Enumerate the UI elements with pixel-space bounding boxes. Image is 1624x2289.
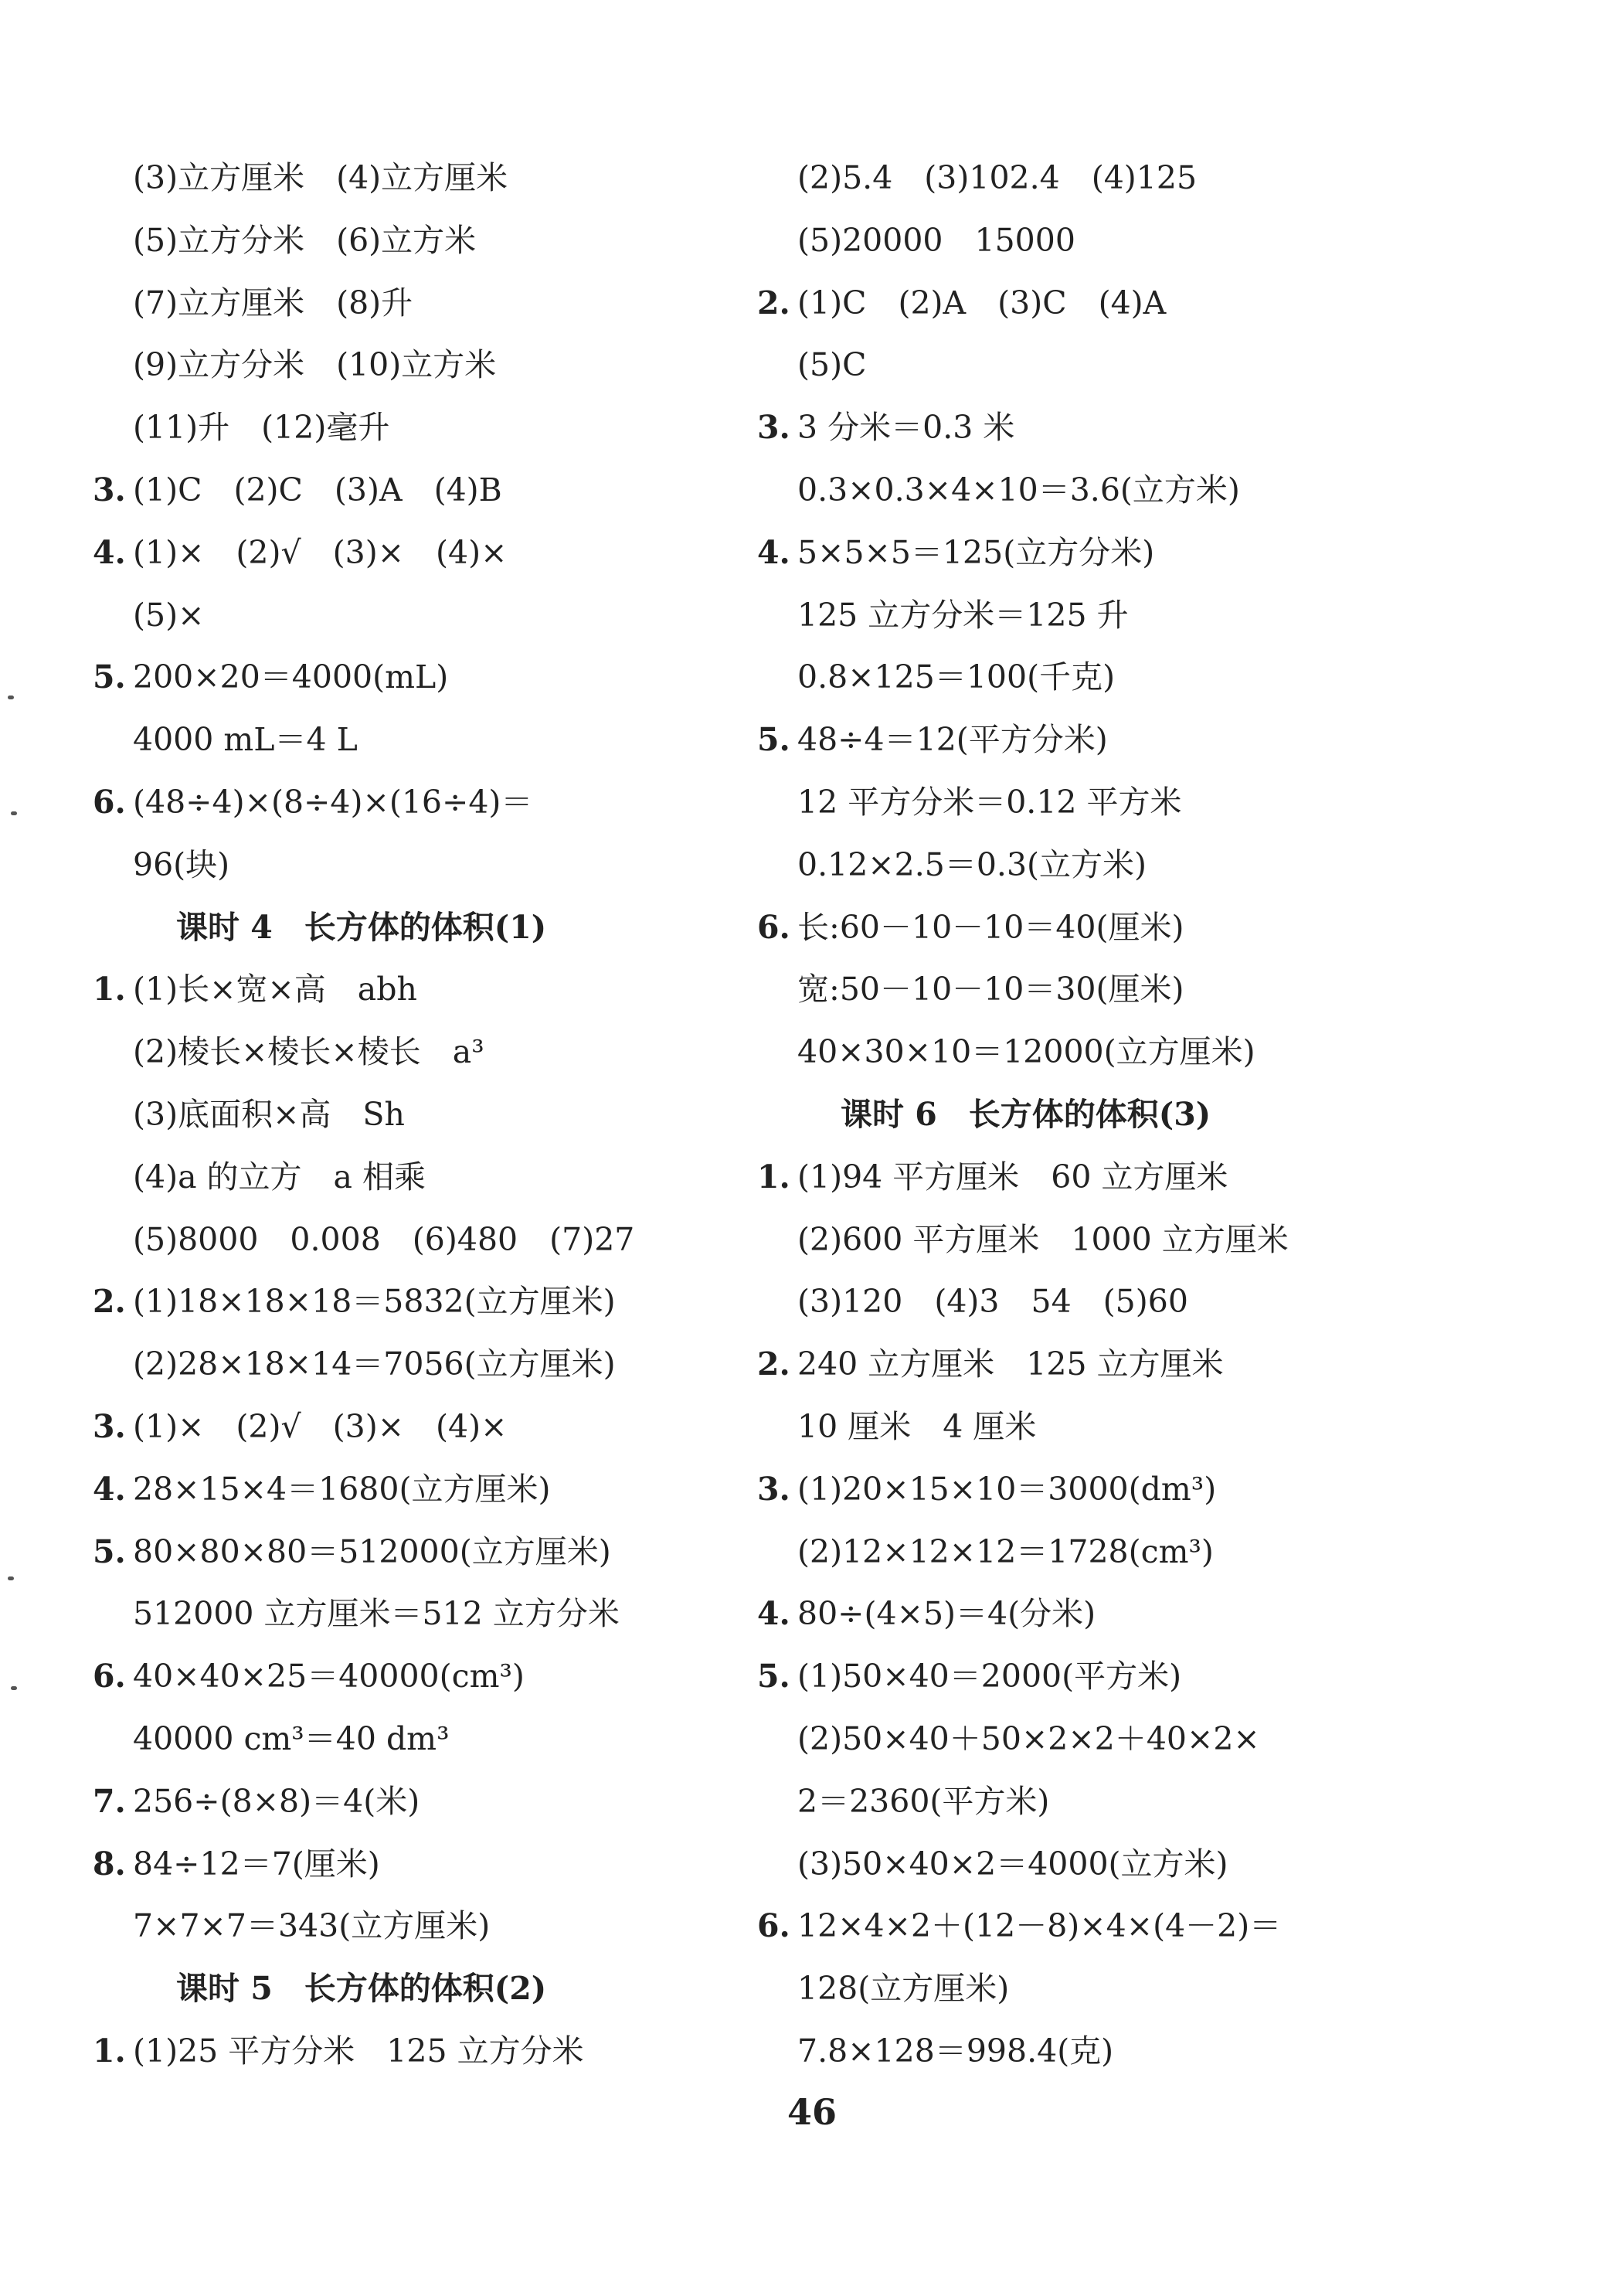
- question-number: 4.: [93, 533, 126, 571]
- answer-line: [93, 771, 773, 834]
- answer-text: 0.12×2.5＝0.3(立方米): [797, 845, 1147, 883]
- answer-text: 7.8×128＝998.4(克): [797, 2032, 1114, 2070]
- answer-line: [93, 147, 773, 209]
- answer-text: (5)C: [797, 346, 867, 384]
- answer-line: [93, 1583, 773, 1645]
- answer-text: (5)×: [133, 596, 205, 634]
- question-number: 2.: [93, 1283, 126, 1321]
- question-number: 3.: [757, 409, 790, 447]
- answer-text: (1)C (2)C (3)A (4)B: [133, 471, 502, 508]
- section-heading: 课时 4 长方体的体积(1): [176, 908, 547, 946]
- answer-text: (1)× (2)√ (3)× (4)×: [133, 533, 508, 571]
- answer-text: 80×80×80＝512000(立方厘米): [133, 1532, 611, 1570]
- answer-line: [93, 1270, 773, 1333]
- question-number: 6.: [93, 1658, 126, 1695]
- answer-text: (2)28×18×14＝7056(立方厘米): [133, 1345, 616, 1383]
- answer-text: (2)12×12×12＝1728(cm³): [797, 1532, 1214, 1570]
- answer-line: [93, 1895, 773, 1957]
- answer-line: [757, 1458, 1530, 1521]
- answer-text: 28×15×4＝1680(立方厘米): [133, 1470, 551, 1508]
- answer-line: [93, 1521, 773, 1583]
- answer-text: (1)长×宽×高 abh: [133, 971, 417, 1008]
- question-number: 4.: [757, 533, 790, 571]
- answer-line: [757, 646, 1530, 709]
- left-answer-column: [93, 147, 773, 2083]
- answer-line: [757, 1209, 1530, 1271]
- answer-text: 7×7×7＝343(立方厘米): [133, 1907, 491, 1945]
- question-number: 2.: [757, 1345, 790, 1383]
- answer-text: 0.8×125＝100(千克): [797, 658, 1116, 696]
- answer-text: 200×20＝4000(mL): [133, 658, 449, 696]
- answer-line: [757, 459, 1530, 522]
- answer-line: [757, 1770, 1530, 1833]
- scan-speck: [11, 1686, 17, 1690]
- answer-text: 256÷(8×8)＝4(米): [133, 1782, 420, 1820]
- answer-text: 0.3×0.3×4×10＝3.6(立方米): [797, 471, 1240, 508]
- answer-line: [757, 834, 1530, 896]
- question-number: 3.: [93, 471, 126, 508]
- answer-text: (3)120 (4)3 54 (5)60: [797, 1283, 1188, 1321]
- answer-line: [757, 1021, 1530, 1083]
- answer-line: [93, 958, 773, 1021]
- answer-line: [757, 522, 1530, 584]
- question-number: 7.: [93, 1782, 126, 1820]
- answer-line: [93, 459, 773, 522]
- scan-speck: [8, 696, 14, 699]
- answer-text: 80÷(4×5)＝4(分米): [797, 1595, 1096, 1633]
- answer-text: 48÷4＝12(平方分米): [797, 721, 1108, 759]
- question-number: 1.: [93, 2032, 126, 2070]
- section-heading: 课时 5 长方体的体积(2): [176, 1970, 547, 2008]
- answer-text: (7)立方厘米 (8)升: [133, 284, 413, 321]
- answer-line: [757, 584, 1530, 647]
- answer-line: [757, 2020, 1530, 2083]
- answer-text: 4000 mL＝4 L: [133, 721, 358, 759]
- question-number: 6.: [757, 1907, 790, 1945]
- question-number: 5.: [757, 1658, 790, 1695]
- answer-line: [93, 1333, 773, 1396]
- answer-text: 84÷12＝7(厘米): [133, 1845, 380, 1883]
- question-number: 3.: [93, 1407, 126, 1445]
- answer-text: 12 平方分米＝0.12 平方米: [797, 783, 1182, 821]
- answer-text: (5)20000 15000: [797, 221, 1075, 259]
- question-number: 8.: [93, 1845, 126, 1883]
- answer-line: [757, 709, 1530, 771]
- answer-line: [93, 272, 773, 335]
- answer-text: (5)立方分米 (6)立方米: [133, 221, 477, 259]
- answer-text: 5×5×5＝125(立方分米): [797, 533, 1155, 571]
- answer-text: 2＝2360(平方米): [797, 1782, 1050, 1820]
- answer-text: (2)棱长×棱长×棱长 a³: [133, 1033, 484, 1071]
- answer-text: (1)94 平方厘米 60 立方厘米: [797, 1158, 1228, 1196]
- answer-line: [757, 272, 1530, 335]
- answer-line: [93, 2020, 773, 2083]
- answer-line: [757, 1396, 1530, 1458]
- answer-line: [757, 958, 1530, 1021]
- question-number: 4.: [757, 1595, 790, 1633]
- question-number: 2.: [757, 284, 790, 321]
- answer-text: (1)18×18×18＝5832(立方厘米): [133, 1283, 616, 1321]
- answer-text: 240 立方厘米 125 立方厘米: [797, 1345, 1224, 1383]
- answer-line: [757, 396, 1530, 459]
- answer-text: (3)底面积×高 Sh: [133, 1095, 405, 1133]
- answer-line: [757, 1583, 1530, 1645]
- answer-text: (3)立方厘米 (4)立方厘米: [133, 159, 508, 196]
- answer-text: 96(块): [133, 845, 230, 883]
- answer-text: 40×40×25＝40000(cm³): [133, 1658, 525, 1695]
- question-number: 6.: [93, 783, 126, 821]
- answer-line: [93, 1645, 773, 1708]
- question-number: 3.: [757, 1470, 790, 1508]
- answer-text: (5)8000 0.008 (6)480 (7)27: [133, 1220, 635, 1258]
- question-number: 1.: [757, 1158, 790, 1196]
- answer-line: [93, 1458, 773, 1521]
- answer-text: (4)a 的立方 a 相乘: [133, 1158, 426, 1196]
- answer-line: [757, 1708, 1530, 1770]
- answer-line: [757, 896, 1530, 959]
- answer-line: [757, 147, 1530, 209]
- answer-line: [93, 1708, 773, 1770]
- answer-text: (1)× (2)√ (3)× (4)×: [133, 1407, 508, 1445]
- answer-text: 10 厘米 4 厘米: [797, 1407, 1037, 1445]
- question-number: 5.: [757, 721, 790, 759]
- question-number: 1.: [93, 971, 126, 1008]
- answer-line: [93, 1209, 773, 1271]
- scan-speck: [8, 1576, 14, 1580]
- question-number: 6.: [757, 908, 790, 946]
- answer-text: 3 分米＝0.3 米: [797, 409, 1015, 447]
- answer-line: [757, 1833, 1530, 1896]
- answer-text: (3)50×40×2＝4000(立方米): [797, 1845, 1228, 1883]
- question-number: 5.: [93, 1532, 126, 1570]
- answer-line: [93, 646, 773, 709]
- answer-line: [93, 209, 773, 272]
- answer-text: (2)5.4 (3)102.4 (4)125: [797, 159, 1198, 196]
- answer-line: [93, 1083, 773, 1146]
- answer-line: [757, 1270, 1530, 1333]
- answer-line: [93, 709, 773, 771]
- answer-line: [757, 1333, 1530, 1396]
- answer-text: (1)25 平方分米 125 立方分米: [133, 2032, 584, 2070]
- answer-line: [757, 1895, 1530, 1957]
- answer-text: 128(立方厘米): [797, 1970, 1010, 2008]
- answer-line: [757, 1146, 1530, 1209]
- answer-line: [757, 209, 1530, 272]
- answer-line: [93, 1770, 773, 1833]
- answer-line: [93, 834, 773, 896]
- answer-line: [93, 1146, 773, 1209]
- answer-text: (11)升 (12)毫升: [133, 409, 390, 447]
- answer-text: (2)50×40＋50×2×2＋40×2×: [797, 1719, 1260, 1757]
- answer-line: [757, 1957, 1530, 2020]
- answer-text: (48÷4)×(8÷4)×(16÷4)＝: [133, 783, 533, 821]
- answer-line: [757, 1521, 1530, 1583]
- answer-text: 40000 cm³＝40 dm³: [133, 1719, 450, 1757]
- answer-line: [93, 1021, 773, 1083]
- answer-text: 长:60－10－10＝40(厘米): [797, 908, 1184, 946]
- question-number: 5.: [93, 658, 126, 696]
- answer-text: 125 立方分米＝125 升: [797, 596, 1129, 634]
- answer-line: [93, 584, 773, 647]
- answer-line: [757, 334, 1530, 396]
- answer-text: 512000 立方厘米＝512 立方分米: [133, 1595, 620, 1633]
- answer-line: [757, 1645, 1530, 1708]
- answer-text: 宽:50－10－10＝30(厘米): [797, 971, 1184, 1008]
- answer-line: [93, 522, 773, 584]
- answer-text: (1)C (2)A (3)C (4)A: [797, 284, 1167, 321]
- answer-text: 12×4×2＋(12－8)×4×(4－2)＝: [797, 1907, 1282, 1945]
- answer-text: (1)20×15×10＝3000(dm³): [797, 1470, 1217, 1508]
- answer-line: [93, 1833, 773, 1896]
- question-number: 4.: [93, 1470, 126, 1508]
- answer-text: 40×30×10＝12000(立方厘米): [797, 1033, 1255, 1071]
- answer-line: [757, 771, 1530, 834]
- answer-text: (9)立方分米 (10)立方米: [133, 346, 497, 384]
- scan-speck: [11, 811, 17, 815]
- right-answer-column: [757, 147, 1530, 2083]
- answer-text: (1)50×40＝2000(平方米): [797, 1658, 1182, 1695]
- answer-line: [93, 334, 773, 396]
- answer-line: [93, 396, 773, 459]
- page-number: 46: [787, 2091, 837, 2133]
- answer-line: [93, 1396, 773, 1458]
- section-heading: 课时 6 长方体的体积(3): [841, 1095, 1211, 1133]
- answer-text: (2)600 平方厘米 1000 立方厘米: [797, 1220, 1289, 1258]
